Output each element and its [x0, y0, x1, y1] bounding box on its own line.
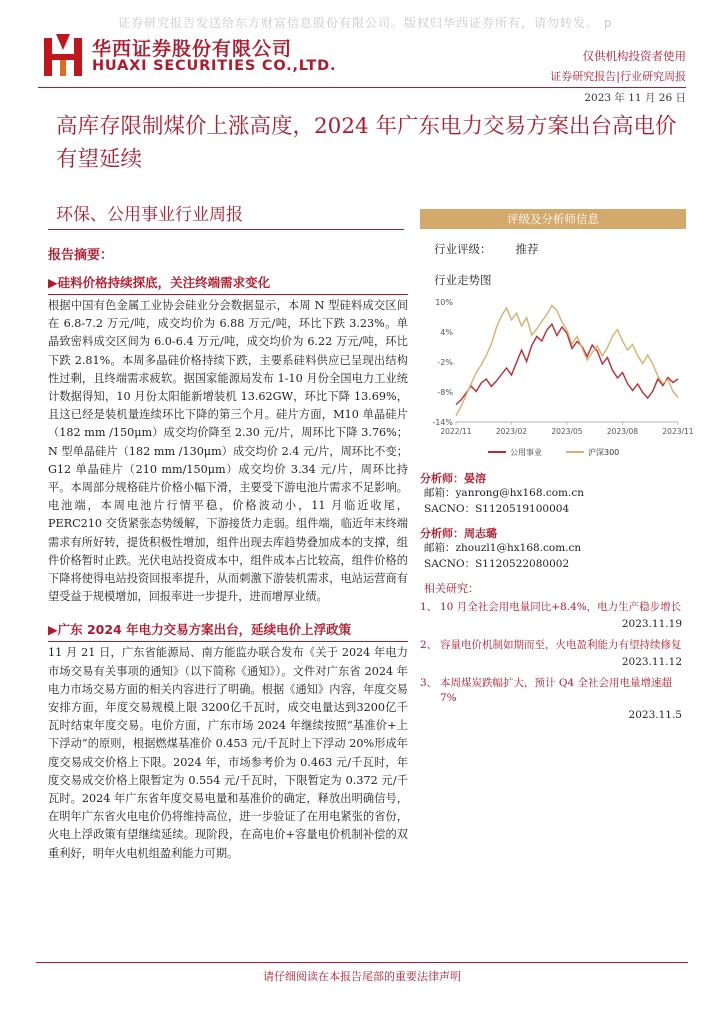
related-title: 相关研究：	[424, 582, 479, 595]
x-tick-label: 2023/11	[662, 427, 694, 436]
x-tick-label: 2023/08	[606, 427, 639, 436]
related-item[interactable]	[420, 638, 686, 653]
series-line-0	[456, 324, 678, 405]
legend-label: 沪深300	[588, 448, 620, 457]
rating-value: 推荐	[515, 242, 539, 256]
analyst-sacno: SACNO：S1120522080002	[424, 557, 570, 570]
summary-column	[48, 244, 408, 863]
related-text: 10 月全社会用电量同比+8.4%，电力生产稳步增长	[440, 601, 682, 613]
related-date: 2023.11.12	[621, 656, 682, 668]
report-type: 证券研究报告|行业研究周报	[550, 70, 686, 83]
related-text: 容量电价机制如期而至，火电盈利能力有望持续修复	[440, 639, 682, 651]
trend-chart	[426, 294, 694, 462]
y-tick-label: -2%	[437, 358, 453, 367]
y-tick-label: 10%	[435, 298, 453, 307]
info-sidebar	[420, 209, 694, 729]
y-tick-label: -8%	[437, 388, 453, 397]
report-date: 2023 年 11 月 26 日	[584, 92, 686, 104]
analyst-name: 分析师：晏溶	[420, 472, 486, 485]
huaxi-logo-icon	[44, 34, 82, 76]
rating-label: 行业评级：	[434, 242, 492, 256]
footer-divider	[36, 962, 688, 963]
report-subtitle: 环保、公用事业行业周报	[56, 205, 243, 225]
related-num: 3、	[420, 677, 438, 689]
trend-label: 行业走势图	[434, 273, 492, 287]
footer-disclaimer: 请仔细阅读在本报告尾部的重要法律声明	[263, 970, 461, 983]
legend-label: 公用事业	[510, 448, 542, 457]
related-num: 2、	[420, 639, 438, 651]
series-line-1	[456, 306, 678, 417]
analyst-sacno: SACNO：S1120519100004	[424, 502, 570, 515]
watermark: 证券研究报告发送给东方财富信息股份有限公司。版权归华西证券所有，请勿转发。 p	[118, 16, 613, 30]
analyst-email[interactable]: 邮箱：zhouzl1@hx168.com.cn	[424, 542, 582, 554]
report-title: 高库存限制煤价上涨高度，2024 年广东电力交易方案出台高电价有望延续	[56, 114, 677, 172]
related-date: 2023.11.19	[621, 618, 682, 630]
section-heading: ▶广东 2024 年电力交易方案出台，延续电价上浮政策	[48, 620, 408, 642]
related-num: 1、	[420, 601, 438, 613]
section-body: 11 月 21 日，广东省能源局、南方能监办联合发布《关于 2024 年电力市场交易有关事项的通知》（以下简称《通知》）。文件对广东省 2024 年电力市场交易方面的相关内容进行了明确。根据《通知》内容，年度交易安排方面，年度交易规模上限 3200亿千瓦时，成交电量达到3200亿千瓦时结束年度交易。电价方面，广东市场 2024 年继续按照“基准价+上下浮动”的原则，根据燃煤基准价 0.453 元/千瓦时上下浮动 20%形成年度交易成交价格上下限。2024 年，市场参考价为 0.463 元/千瓦时，年度交易成交价格上限暂定为 0.554 元/千瓦时，下限暂定为 0.372 元/千瓦时。2024 年广东省年度交易电量和基准价的确定，释放出明确信号，在明年广东省火电电价仍将维持高位，进一步验证了在用电紧张的省份，火电上浮政策有望继续延续。现阶段，在高电价+容量电价机制补偿的双重利好，明年火电机组盈利能力可期。	[48, 646, 408, 860]
section-body: 根据中国有色金属工业协会硅业分会数据显示，本周 N 型硅料成交区间在 6.8-7.2 万元/吨，成交均价为 6.88 万元/吨，环比下跌 3.23%。单晶致密料成交区间为 6.0-6.4 万元/吨，成交均价为 6.22 万元/吨，环比下跌 2.81%。本周多晶硅价格持续下跌，主要系硅料供应已呈现出结构性过剩，且终端需求疲软。据国家能源局发布 1-10 月份全国电力工业统计数据得知，10 月份太阳能新增装机 13.62GW，环比下降 13.69%，且这已经是装机量连续环比下降的第三个月。硅片方面，M10 单晶硅片（182 mm /150μm）成交均价降至 2.30 元/片，周环比下降 3.76%；N 型单晶硅片（182 mm /130μm）成交均价 2.4 元/片，周环比不变；G12 单晶硅片（210 mm/150μm）成交均价 3.34 元/片，周环比持平。本周部分规格硅片价格小幅下滑，主要受下游电池片需求不足影响。电池端，本周电池片行情平稳，价格波动小，11 月临近收尾，PERC210 交货紧张态势缓解，下游接货力走弱。组件端，临近年末终端需求有所好转，提货积极性增加，组件出现去库趋势叠加成本的支撑，组件价格暂时止跌。光伏电站投资成本中，组件成本占比较高，组件价格的下降将使得电站投资回报率提升，从而刺激下游装机需求，电站运营商有望受益于规模增加，回报率进一步提升，进而增厚业绩。	[48, 299, 408, 604]
analysts	[420, 470, 686, 572]
section-1	[48, 273, 408, 606]
industry-rating	[434, 241, 686, 259]
analyst-card	[420, 525, 686, 572]
y-tick-label: 4%	[440, 328, 453, 337]
abstract-label: 报告摘要：	[48, 248, 114, 263]
x-tick-label: 2023/05	[551, 427, 583, 436]
x-tick-label: 2022/11	[440, 427, 472, 436]
y-tick-label: -14%	[432, 418, 453, 427]
company-name-cn: 华西证券股份有限公司	[92, 38, 293, 60]
related-item[interactable]	[420, 676, 686, 706]
company-name-en: HUAXI SECURITIES CO.,LTD.	[92, 58, 337, 74]
section-2	[48, 620, 408, 862]
related-research	[420, 580, 686, 723]
x-tick-label: 2023/02	[495, 427, 528, 436]
rating-header: 评级及分析师信息	[420, 209, 686, 229]
related-date: 2023.11.5	[628, 709, 682, 721]
related-item[interactable]	[420, 600, 686, 615]
subtitle-divider	[48, 229, 404, 230]
header-divider	[38, 87, 686, 88]
analyst-email[interactable]: 邮箱：yanrong@hx168.com.cn	[424, 487, 584, 499]
related-text: 本周煤炭跌幅扩大，预计 Q4 全社会用电量增速超 7%	[440, 677, 672, 704]
analyst-card	[420, 470, 686, 517]
section-heading: ▶硅料价格持续探底，关注终端需求变化	[48, 273, 408, 295]
audience-note: 仅供机构投资者使用	[582, 49, 686, 63]
analyst-name: 分析师：周志璐	[420, 527, 497, 540]
